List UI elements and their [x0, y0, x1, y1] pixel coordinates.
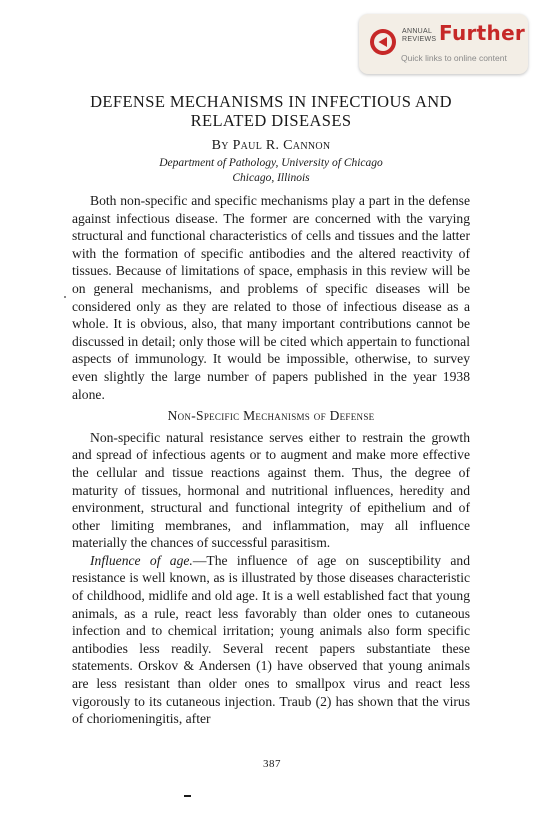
article-title-line2: RELATED DISEASES: [190, 111, 352, 130]
quick-links-text: Quick links to online content: [401, 53, 507, 63]
intro-paragraph: Both non-specific and specific mechanisms play a part in the defense against infectious disease. The former are concerned with the varying structural and functional characteristics of cells and tissues and the latter with the formation of specific antibodies and the altered reactivity of tissues. Because of limitations of space, emphasis in this review will be on general mechanisms, and problems of specific diseases will be considered only as they are related to those of infectious disease as a whole. It is obvious, also, that many important contributions cannot be discussed in detail; only those will be cited which appertain to functional aspects of immunology. It would be impossible, otherwise, to survey even slightly the large number of papers published in the year 1938 alone.: [72, 193, 470, 402]
annual-reviews-wordmark: [402, 28, 442, 44]
article-title-line1: DEFENSE MECHANISMS IN INFECTIOUS AND: [90, 92, 452, 111]
byline-by: By: [211, 138, 229, 153]
article-body: [72, 192, 470, 728]
age-paragraph-text: The influence of age on susceptibility and resistance is well known, as is illustrated by those diseases characteristic of childhood, midlife and old age. It is a well established fact that young animals, as a rule, react less favorably than older ones to cutaneous infection and to chemical irritation; young animals also form specific antibodies less readily. Several recent papers substantiate these statements. Orskov & Andersen (1) have observed that young animals are less resistant than older ones to smallpox virus and react less vigorously to its cutaneous injection. Traub (2) has shown that the virus of choriomeningitis, after: [72, 552, 470, 727]
play-circle-icon: [368, 27, 398, 57]
affiliation-line2: Chicago, Illinois: [232, 172, 310, 184]
age-dash: —: [192, 552, 207, 568]
age-paragraph: [72, 552, 470, 728]
page-number: 387: [263, 758, 281, 770]
byline: [60, 138, 482, 154]
affiliation-line1: Department of Pathology, University of Chicago: [159, 157, 383, 169]
further-label: Further: [439, 21, 526, 45]
age-subheading: Influence of age.: [90, 552, 193, 568]
author-name: Paul R. Cannon: [232, 138, 331, 153]
section-heading: Non-Specific Mechanisms of Defense: [167, 408, 375, 424]
annual-text: ANNUAL: [402, 28, 433, 35]
footer-dash-mark: [184, 795, 191, 797]
annual-reviews-further-banner[interactable]: [359, 14, 528, 74]
margin-speck: [64, 296, 66, 298]
section-paragraph: Non-specific natural resistance serves either to restrain the growth and spread of infectious agents or to augment and make more effective the cellular and tissue reactions against them. Thus, the degree of maturity of tissues, hormonal and nutritional influences, heredity and environment, structural and functional integrity of epithelium and of other limiting membranes, and inflammation, may all influence materially the chances of successful parasitism.: [72, 429, 470, 551]
reviews-text: REVIEWS: [402, 36, 437, 43]
